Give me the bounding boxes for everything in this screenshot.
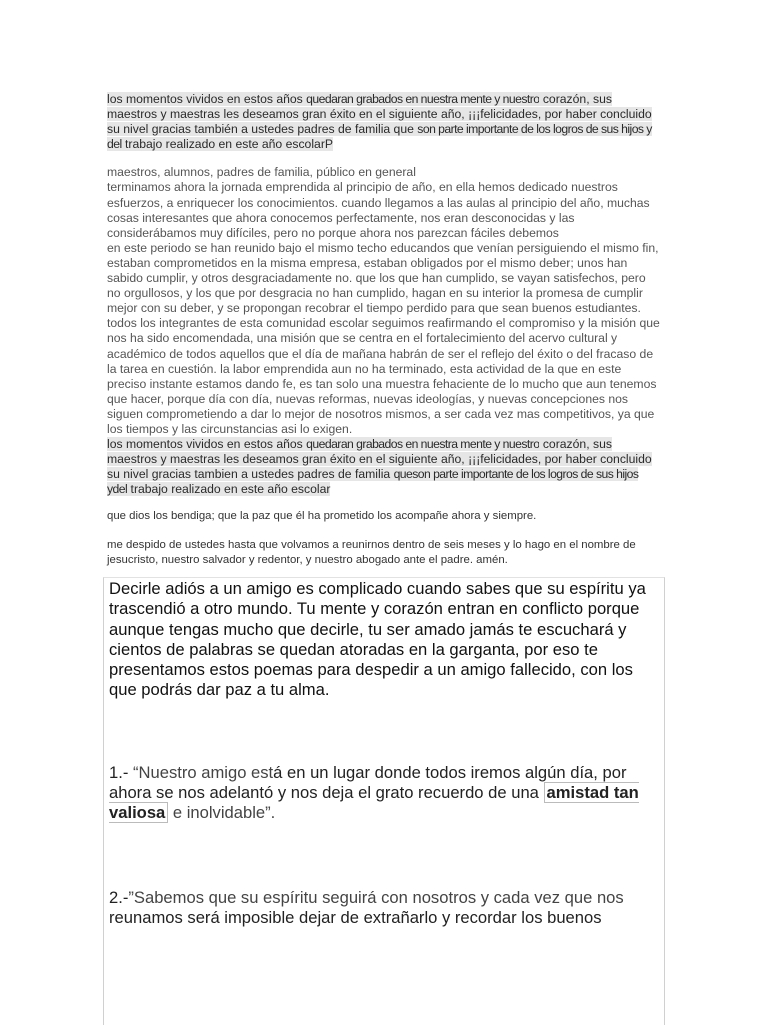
speech-line: maestros, alumnos, padres de familia, público en general xyxy=(107,165,416,180)
speech-line: en este periodo se han reunido bajo el mismo techo educandos que venían persiguiendo el mismo fin, estaban comprometidos en la misma empresa, estaban obligados por el mismo deber; unos han sabido cumplir, y otros desgraciadamente no. que los que han cumplido, se vayan satisfechos, pero no orgullosos, y los que por desgracia no han cumplido, hagan en su interior la promesa de cumplir mejor con su deber, y se propongan recobrar el tiempo perdido para que sean buenos estudiantes. xyxy=(107,240,659,316)
poem-text: á en un lugar donde todos iremos algún día, por ahora se nos adelantó y nos deja el grato recuerdo de una xyxy=(109,762,627,803)
highlight-text: corazón, sus maestros y maestras les deseamos gran éxito en el siguiente año, ¡¡¡felicidades, por haber concluido su nivel gracias también a ustedes padres de familia que xyxy=(107,92,652,137)
poem-text-light: “Nuestro amigo est xyxy=(132,762,274,782)
highlight-text-condensed: son parte importante de los logros de sus hijos y del xyxy=(107,122,652,152)
poem-text: reunamos será imposible dejar de extrañarlo y recordar los buenos xyxy=(109,907,602,927)
highlight-text: corazón, sus maestros y maestras les deseamos gran éxito en el siguiente año, ¡¡¡felicidades, por haber concluido su nivel gracias tambien a ustedes padres de familia xyxy=(107,437,652,482)
highlight-text-condensed: quedaran grabados en nuestra mente y nuestro xyxy=(306,437,540,452)
greeting-paragraph-top xyxy=(107,92,660,152)
greeting-paragraph-bottom xyxy=(107,437,660,497)
blessing-line: que dios los bendiga; que la paz que él ha prometido los acompañe ahora y siempre. xyxy=(107,510,537,523)
speech-body xyxy=(107,165,660,437)
highlight-text: trabajo realizado en este año escolarP xyxy=(121,137,334,152)
poem-text-tail: e inolvidable”. xyxy=(168,803,276,823)
poem-item-1 xyxy=(109,763,664,824)
poem-emphasis: amistad tan valiosa xyxy=(109,783,639,823)
poem-number: 2.- xyxy=(109,887,129,907)
highlight-text-condensed: quedaran grabados en nuestra mente y nuestro xyxy=(306,92,540,106)
document-body xyxy=(107,92,660,568)
article-lead: Decirle adiós a un amigo es complicado cuando sabes que su espíritu ya trascendió a otro mundo. Tu mente y corazón entran en conflicto porque aunque tengas mucho que decirle, tu ser amado jamás te escuchará y cientos de palabras se quedan atoradas en la garganta, por eso te presentamos estos poemas para despedir a un amigo fallecido, con los que podrás dar paz a tu alma. xyxy=(109,579,646,700)
highlight-text: los momentos vividos en estos años xyxy=(107,437,307,452)
poem-item-2 xyxy=(109,888,664,929)
speech-line: todos los integrantes de esta comunidad escolar seguimos reafirmando el compromiso y la misión que nos ha sido encomendada, una misión que se centra en el fortalecimiento del acervo cultural y académico de todos aquellos que el día de mañana habrán de ser el reflejo del éxito o del fracaso de la tarea en cuestión. la labor emprendida aun no ha terminado, esta actividad de la que en este preciso instante estamos dando fe, es tan solo una muestra fehaciente de lo mucho que aun tenemos que hacer, porque día con día, nuevas reformas, nuevas ideologías, y nuevas concepciones nos siguen comprometiendo a dar lo mejor de nosotros mismos, a ser cada vez mas competitivos, ya que los tiempos y las circunstancias asi lo exigen. xyxy=(107,316,660,436)
poem-text-light: ”Sabemos que su espíritu seguirá con nosotros y cada vez que nos xyxy=(128,887,624,907)
highlight-text: los momentos vividos en estos años xyxy=(107,92,307,106)
highlight-text: trabajo realizado en este año escolar xyxy=(127,482,331,497)
speech-line: terminamos ahora la jornada emprendida al principio de año, en ella hemos dedicado nuestros esfuerzos, a enriquecer los conocimientos. cuando llegamos a las aulas al principio del año, muchas cosas interesantes que ahora conocemos perfectamente, nos eran desconocidas y las considerábamos muy difíciles, pero no porque ahora nos parezcan fáciles debemos xyxy=(107,180,650,240)
poem-number: 1.- xyxy=(109,762,133,782)
highlight-text-condensed: queson parte importante de los logros de sus hijos ydel xyxy=(107,467,639,497)
article-frame xyxy=(103,577,665,1025)
farewell-paragraph: me despido de ustedes hasta que volvamos a reunirnos dentro de seis meses y lo hago en el nombre de jesucristo, nuestro salvador y redentor, y nuestro abogado ante el padre. amén. xyxy=(107,539,636,567)
